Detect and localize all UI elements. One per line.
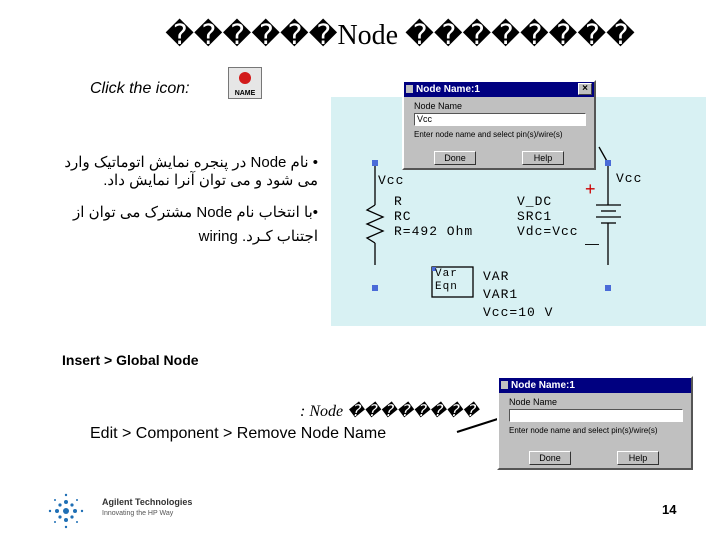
bullet-1-line-1: • نام Node در پنجره نمایش اتوماتیک وارد [64, 154, 318, 171]
window-icon [406, 85, 413, 93]
vcc-left-label: Vcc [378, 173, 405, 188]
plus-sign: + [585, 179, 596, 199]
node-name-label: Node Name [414, 101, 463, 111]
vdc-label: V_DC [517, 194, 553, 209]
click-icon-label: Click the icon: [90, 80, 190, 97]
node-name-removal-label: : Node �������� [300, 403, 479, 420]
r-label: R [394, 194, 403, 209]
close-icon[interactable]: × [578, 83, 592, 95]
vdc-value-label: Vdc=Vcc [517, 224, 579, 239]
node-name-input-2[interactable] [509, 409, 683, 422]
dialog-2-title: Node Name:1 [511, 380, 575, 391]
node-name-tool-icon[interactable] [228, 67, 262, 99]
node-name-dialog-2[interactable] [497, 376, 693, 470]
var-box-line-1: Var [435, 268, 458, 280]
window-icon [501, 381, 508, 389]
node-name-label: Node Name [509, 397, 558, 407]
vcc-right-label: Vcc [616, 171, 643, 186]
var-box-line-2: Eqn [435, 281, 458, 293]
bullet-2-line-1: •با انتخاب نام Node مشترک می توان از [72, 204, 318, 221]
insert-global-node-path: Insert > Global Node [62, 352, 199, 368]
dialog-2-titlebar[interactable] [499, 378, 691, 393]
src-label: SRC1 [517, 209, 553, 224]
red-node-dot-icon [239, 72, 251, 84]
var-label-1: VAR [483, 269, 510, 284]
var-label-2: VAR1 [483, 287, 519, 302]
pin-top-right [605, 160, 611, 166]
done-button[interactable]: Done [434, 151, 476, 165]
bullet-1-line-2: می شود و می توان آنرا نمایش داد. [103, 172, 318, 189]
rc-label: RC [394, 209, 412, 224]
page-number: 14 [662, 502, 677, 517]
dialog-hint: Enter node name and select pin(s)/wire(s) [414, 130, 563, 139]
r-value-label: R=492 Ohm [394, 224, 474, 239]
dialog-2-hint: Enter node name and select pin(s)/wire(s) [509, 426, 658, 435]
minus-sign: — [585, 235, 599, 251]
resistor-symbol [367, 205, 383, 243]
node-name-input[interactable]: Vcc [414, 113, 586, 126]
help-button-2[interactable]: Help [617, 451, 659, 465]
agilent-spark-logo [36, 491, 96, 531]
name-icon-label: NAME [234, 90, 256, 97]
pin-bottom-left [372, 285, 378, 291]
var-value-label: Vcc=10 V [483, 305, 554, 320]
dialog-titlebar[interactable] [404, 82, 594, 97]
help-button[interactable]: Help [522, 151, 564, 165]
remove-node-name-path: Edit > Component > Remove Node Name [90, 425, 387, 442]
dialog-title: Node Name:1 [416, 84, 480, 95]
bullet-2-line-2: اجتناب کـرد. wiring [198, 228, 318, 245]
logo-tagline: Innovating the HP Way [102, 510, 174, 517]
done-button-2[interactable]: Done [529, 451, 571, 465]
node-name-dialog[interactable] [402, 80, 596, 170]
slide-title: ������Node �������� [165, 20, 635, 51]
pin-top-left [372, 160, 378, 166]
logo-company-name: Agilent Technologies [102, 497, 193, 507]
pin-bottom-right [605, 285, 611, 291]
